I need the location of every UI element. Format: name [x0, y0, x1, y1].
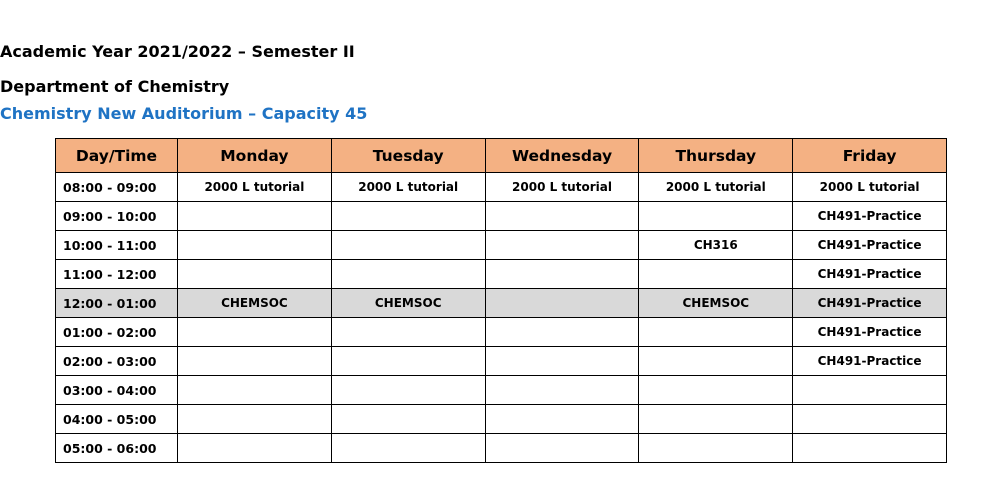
time-slot: 04:00 - 05:00	[56, 405, 178, 434]
cell-monday: 2000 L tutorial	[178, 173, 332, 202]
cell-friday: CH491-Practice	[793, 202, 947, 231]
cell-friday	[793, 434, 947, 463]
timetable-header-row	[56, 139, 947, 173]
cell-monday	[178, 405, 332, 434]
cell-monday	[178, 260, 332, 289]
cell-monday	[178, 318, 332, 347]
cell-friday	[793, 376, 947, 405]
cell-wednesday	[485, 376, 639, 405]
time-slot: 02:00 - 03:00	[56, 347, 178, 376]
cell-thursday	[639, 260, 793, 289]
timetable	[55, 138, 947, 463]
cell-wednesday	[485, 202, 639, 231]
cell-wednesday	[485, 318, 639, 347]
cell-wednesday	[485, 434, 639, 463]
time-slot: 03:00 - 04:00	[56, 376, 178, 405]
header-tuesday: Tuesday	[331, 139, 485, 173]
cell-thursday	[639, 434, 793, 463]
cell-friday: 2000 L tutorial	[793, 173, 947, 202]
cell-monday	[178, 434, 332, 463]
table-row-highlighted	[56, 289, 947, 318]
cell-tuesday: CHEMSOC	[331, 289, 485, 318]
time-slot: 01:00 - 02:00	[56, 318, 178, 347]
cell-wednesday	[485, 260, 639, 289]
cell-friday: CH491-Practice	[793, 318, 947, 347]
cell-wednesday	[485, 231, 639, 260]
cell-tuesday	[331, 202, 485, 231]
cell-tuesday	[331, 231, 485, 260]
cell-monday: CHEMSOC	[178, 289, 332, 318]
cell-friday	[793, 405, 947, 434]
table-row	[56, 376, 947, 405]
venue-subtitle: Chemistry New Auditorium – Capacity 45	[0, 104, 368, 123]
header-thursday: Thursday	[639, 139, 793, 173]
table-row	[56, 173, 947, 202]
cell-friday: CH491-Practice	[793, 289, 947, 318]
header-day-time: Day/Time	[56, 139, 178, 173]
table-row	[56, 260, 947, 289]
time-slot: 12:00 - 01:00	[56, 289, 178, 318]
time-slot: 09:00 - 10:00	[56, 202, 178, 231]
cell-thursday	[639, 347, 793, 376]
time-slot: 10:00 - 11:00	[56, 231, 178, 260]
cell-tuesday: 2000 L tutorial	[331, 173, 485, 202]
cell-tuesday	[331, 405, 485, 434]
cell-monday	[178, 202, 332, 231]
header-monday: Monday	[178, 139, 332, 173]
cell-friday: CH491-Practice	[793, 231, 947, 260]
header-friday: Friday	[793, 139, 947, 173]
time-slot: 05:00 - 06:00	[56, 434, 178, 463]
cell-thursday: CHEMSOC	[639, 289, 793, 318]
cell-wednesday	[485, 347, 639, 376]
cell-thursday: CH316	[639, 231, 793, 260]
cell-monday	[178, 347, 332, 376]
table-row	[56, 405, 947, 434]
time-slot: 11:00 - 12:00	[56, 260, 178, 289]
header-wednesday: Wednesday	[485, 139, 639, 173]
cell-thursday	[639, 376, 793, 405]
cell-monday	[178, 376, 332, 405]
cell-tuesday	[331, 260, 485, 289]
cell-tuesday	[331, 434, 485, 463]
cell-monday	[178, 231, 332, 260]
cell-wednesday	[485, 405, 639, 434]
academic-year-title: Academic Year 2021/2022 – Semester II	[0, 42, 355, 61]
cell-thursday	[639, 202, 793, 231]
cell-thursday	[639, 405, 793, 434]
table-row	[56, 347, 947, 376]
table-row	[56, 202, 947, 231]
cell-tuesday	[331, 318, 485, 347]
cell-tuesday	[331, 376, 485, 405]
time-slot: 08:00 - 09:00	[56, 173, 178, 202]
cell-friday: CH491-Practice	[793, 260, 947, 289]
department-title: Department of Chemistry	[0, 77, 230, 96]
cell-thursday	[639, 318, 793, 347]
cell-thursday: 2000 L tutorial	[639, 173, 793, 202]
cell-wednesday	[485, 289, 639, 318]
table-row	[56, 231, 947, 260]
table-row	[56, 318, 947, 347]
table-row	[56, 434, 947, 463]
cell-tuesday	[331, 347, 485, 376]
cell-friday: CH491-Practice	[793, 347, 947, 376]
cell-wednesday: 2000 L tutorial	[485, 173, 639, 202]
